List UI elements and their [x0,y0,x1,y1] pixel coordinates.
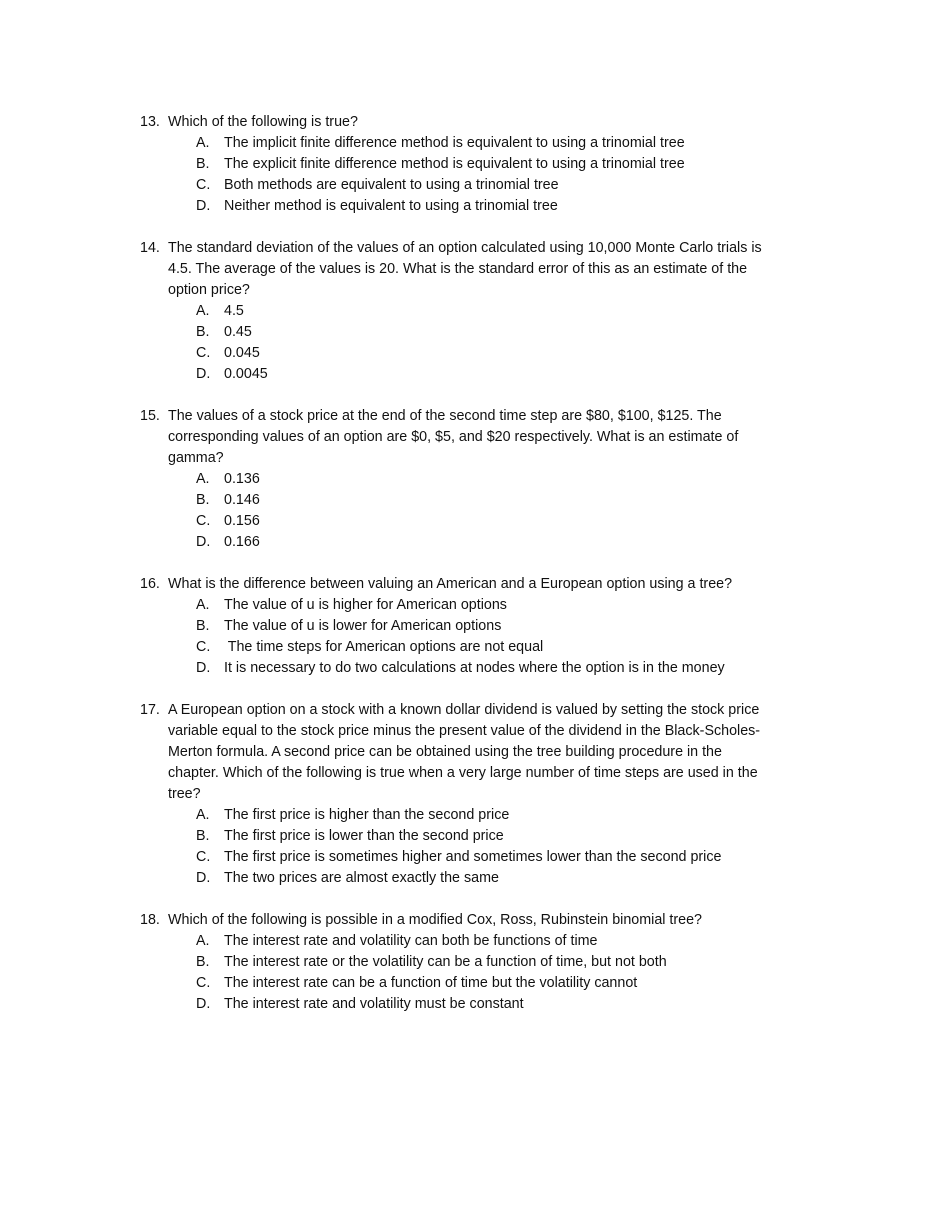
option-letter: A. [196,933,210,949]
option-text: The interest rate and volatility must be constant [224,996,524,1012]
answer-option [140,490,840,511]
option-letter: B. [196,324,210,340]
option-text: It is necessary to do two calculations at nodes where the option is in the money [224,660,725,676]
question-number: 18. [140,912,160,928]
answer-option [140,301,840,322]
option-text: 0.0045 [224,366,268,382]
question [140,238,840,385]
option-letter: D. [196,366,211,382]
option-text: The interest rate or the volatility can be a function of time, but not both [224,954,667,970]
answer-option [140,931,840,952]
option-letter: B. [196,954,210,970]
question-number: 15. [140,408,160,424]
question-number: 13. [140,114,160,130]
question-line [140,406,840,427]
option-text: The implicit finite difference method is equivalent to using a trinomial tree [224,135,685,151]
question-line [140,448,840,469]
option-text: The first price is higher than the second price [224,807,510,823]
answer-option [140,196,840,217]
option-text: 0.156 [224,513,260,529]
question-text: gamma? [168,450,224,466]
option-text: The first price is sometimes higher and sometimes lower than the second price [224,849,722,865]
question [140,910,840,1015]
question-text: What is the difference between valuing an American and a European option using a tree? [168,576,733,592]
option-text: The interest rate can be a function of time but the volatility cannot [224,975,638,991]
option-letter: D. [196,996,211,1012]
answer-option [140,637,840,658]
answer-option [140,511,840,532]
answer-option [140,532,840,553]
option-letter: C. [196,177,211,193]
question [140,112,840,217]
question [140,574,840,679]
option-letter: A. [196,303,210,319]
answer-option [140,658,840,679]
option-letter: B. [196,618,210,634]
answer-option [140,994,840,1015]
option-text: 0.136 [224,471,260,487]
question-text: tree? [168,786,201,802]
option-letter: C. [196,975,211,991]
question-line [140,112,840,133]
answer-option [140,133,840,154]
option-letter: D. [196,660,211,676]
option-text: The value of u is lower for American options [224,618,502,634]
option-letter: D. [196,198,211,214]
option-letter: D. [196,870,211,886]
answer-option [140,154,840,175]
option-letter: C. [196,639,211,655]
option-text: Neither method is equivalent to using a trinomial tree [224,198,558,214]
option-text: 0.45 [224,324,252,340]
question [140,700,840,889]
option-letter: B. [196,492,210,508]
answer-option [140,847,840,868]
option-text: 0.166 [224,534,260,550]
option-letter: A. [196,471,210,487]
question-line [140,910,840,931]
answer-option [140,805,840,826]
option-text: The explicit finite difference method is equivalent to using a trinomial tree [224,156,685,172]
answer-option [140,973,840,994]
question-text: A European option on a stock with a known dollar dividend is valued by setting the stock price [168,702,760,718]
option-text: Both methods are equivalent to using a trinomial tree [224,177,559,193]
question-text: The values of a stock price at the end of the second time step are $80, $100, $125. The [168,408,722,424]
question [140,406,840,553]
answer-option [140,595,840,616]
question-line [140,427,840,448]
option-text: The value of u is higher for American options [224,597,507,613]
question-line [140,700,840,721]
question-line [140,238,840,259]
question-text: Which of the following is true? [168,114,358,130]
answer-option [140,175,840,196]
question-line [140,259,840,280]
question-text: variable equal to the stock price minus the present value of the dividend in the Black-Scholes- [168,723,761,739]
option-letter: A. [196,135,210,151]
question-line [140,574,840,595]
question-line [140,763,840,784]
option-text: The time steps for American options are not equal [224,639,544,655]
question-text: Which of the following is possible in a modified Cox, Ross, Rubinstein binomial tree? [168,912,703,928]
question-line [140,280,840,301]
option-letter: C. [196,345,211,361]
question-text: Merton formula. A second price can be obtained using the tree building procedure in the [168,744,722,760]
answer-option [140,616,840,637]
option-letter: C. [196,513,211,529]
option-letter: D. [196,534,211,550]
option-letter: A. [196,807,210,823]
question-line [140,742,840,763]
question-number: 14. [140,240,160,256]
option-letter: C. [196,849,211,865]
option-text: 0.146 [224,492,260,508]
answer-option [140,952,840,973]
question-list [140,112,840,1036]
question-text: 4.5. The average of the values is 20. What is the standard error of this as an estimate of the [168,261,748,277]
question-line [140,784,840,805]
question-text: option price? [168,282,250,298]
option-text: 0.045 [224,345,260,361]
answer-option [140,868,840,889]
option-text: 4.5 [224,303,244,319]
answer-option [140,469,840,490]
option-letter: B. [196,828,210,844]
question-number: 17. [140,702,160,718]
option-text: The first price is lower than the second price [224,828,504,844]
option-letter: A. [196,597,210,613]
question-text: corresponding values of an option are $0, $5, and $20 respectively. What is an estimate of [168,429,739,445]
option-text: The two prices are almost exactly the same [224,870,499,886]
answer-option [140,343,840,364]
option-text: The interest rate and volatility can both be functions of time [224,933,598,949]
question-number: 16. [140,576,160,592]
answer-option [140,364,840,385]
question-text: chapter. Which of the following is true when a very large number of time steps are used in the [168,765,758,781]
question-text: The standard deviation of the values of an option calculated using 10,000 Monte Carlo trials is [168,240,762,256]
answer-option [140,826,840,847]
answer-option [140,322,840,343]
option-letter: B. [196,156,210,172]
question-line [140,721,840,742]
